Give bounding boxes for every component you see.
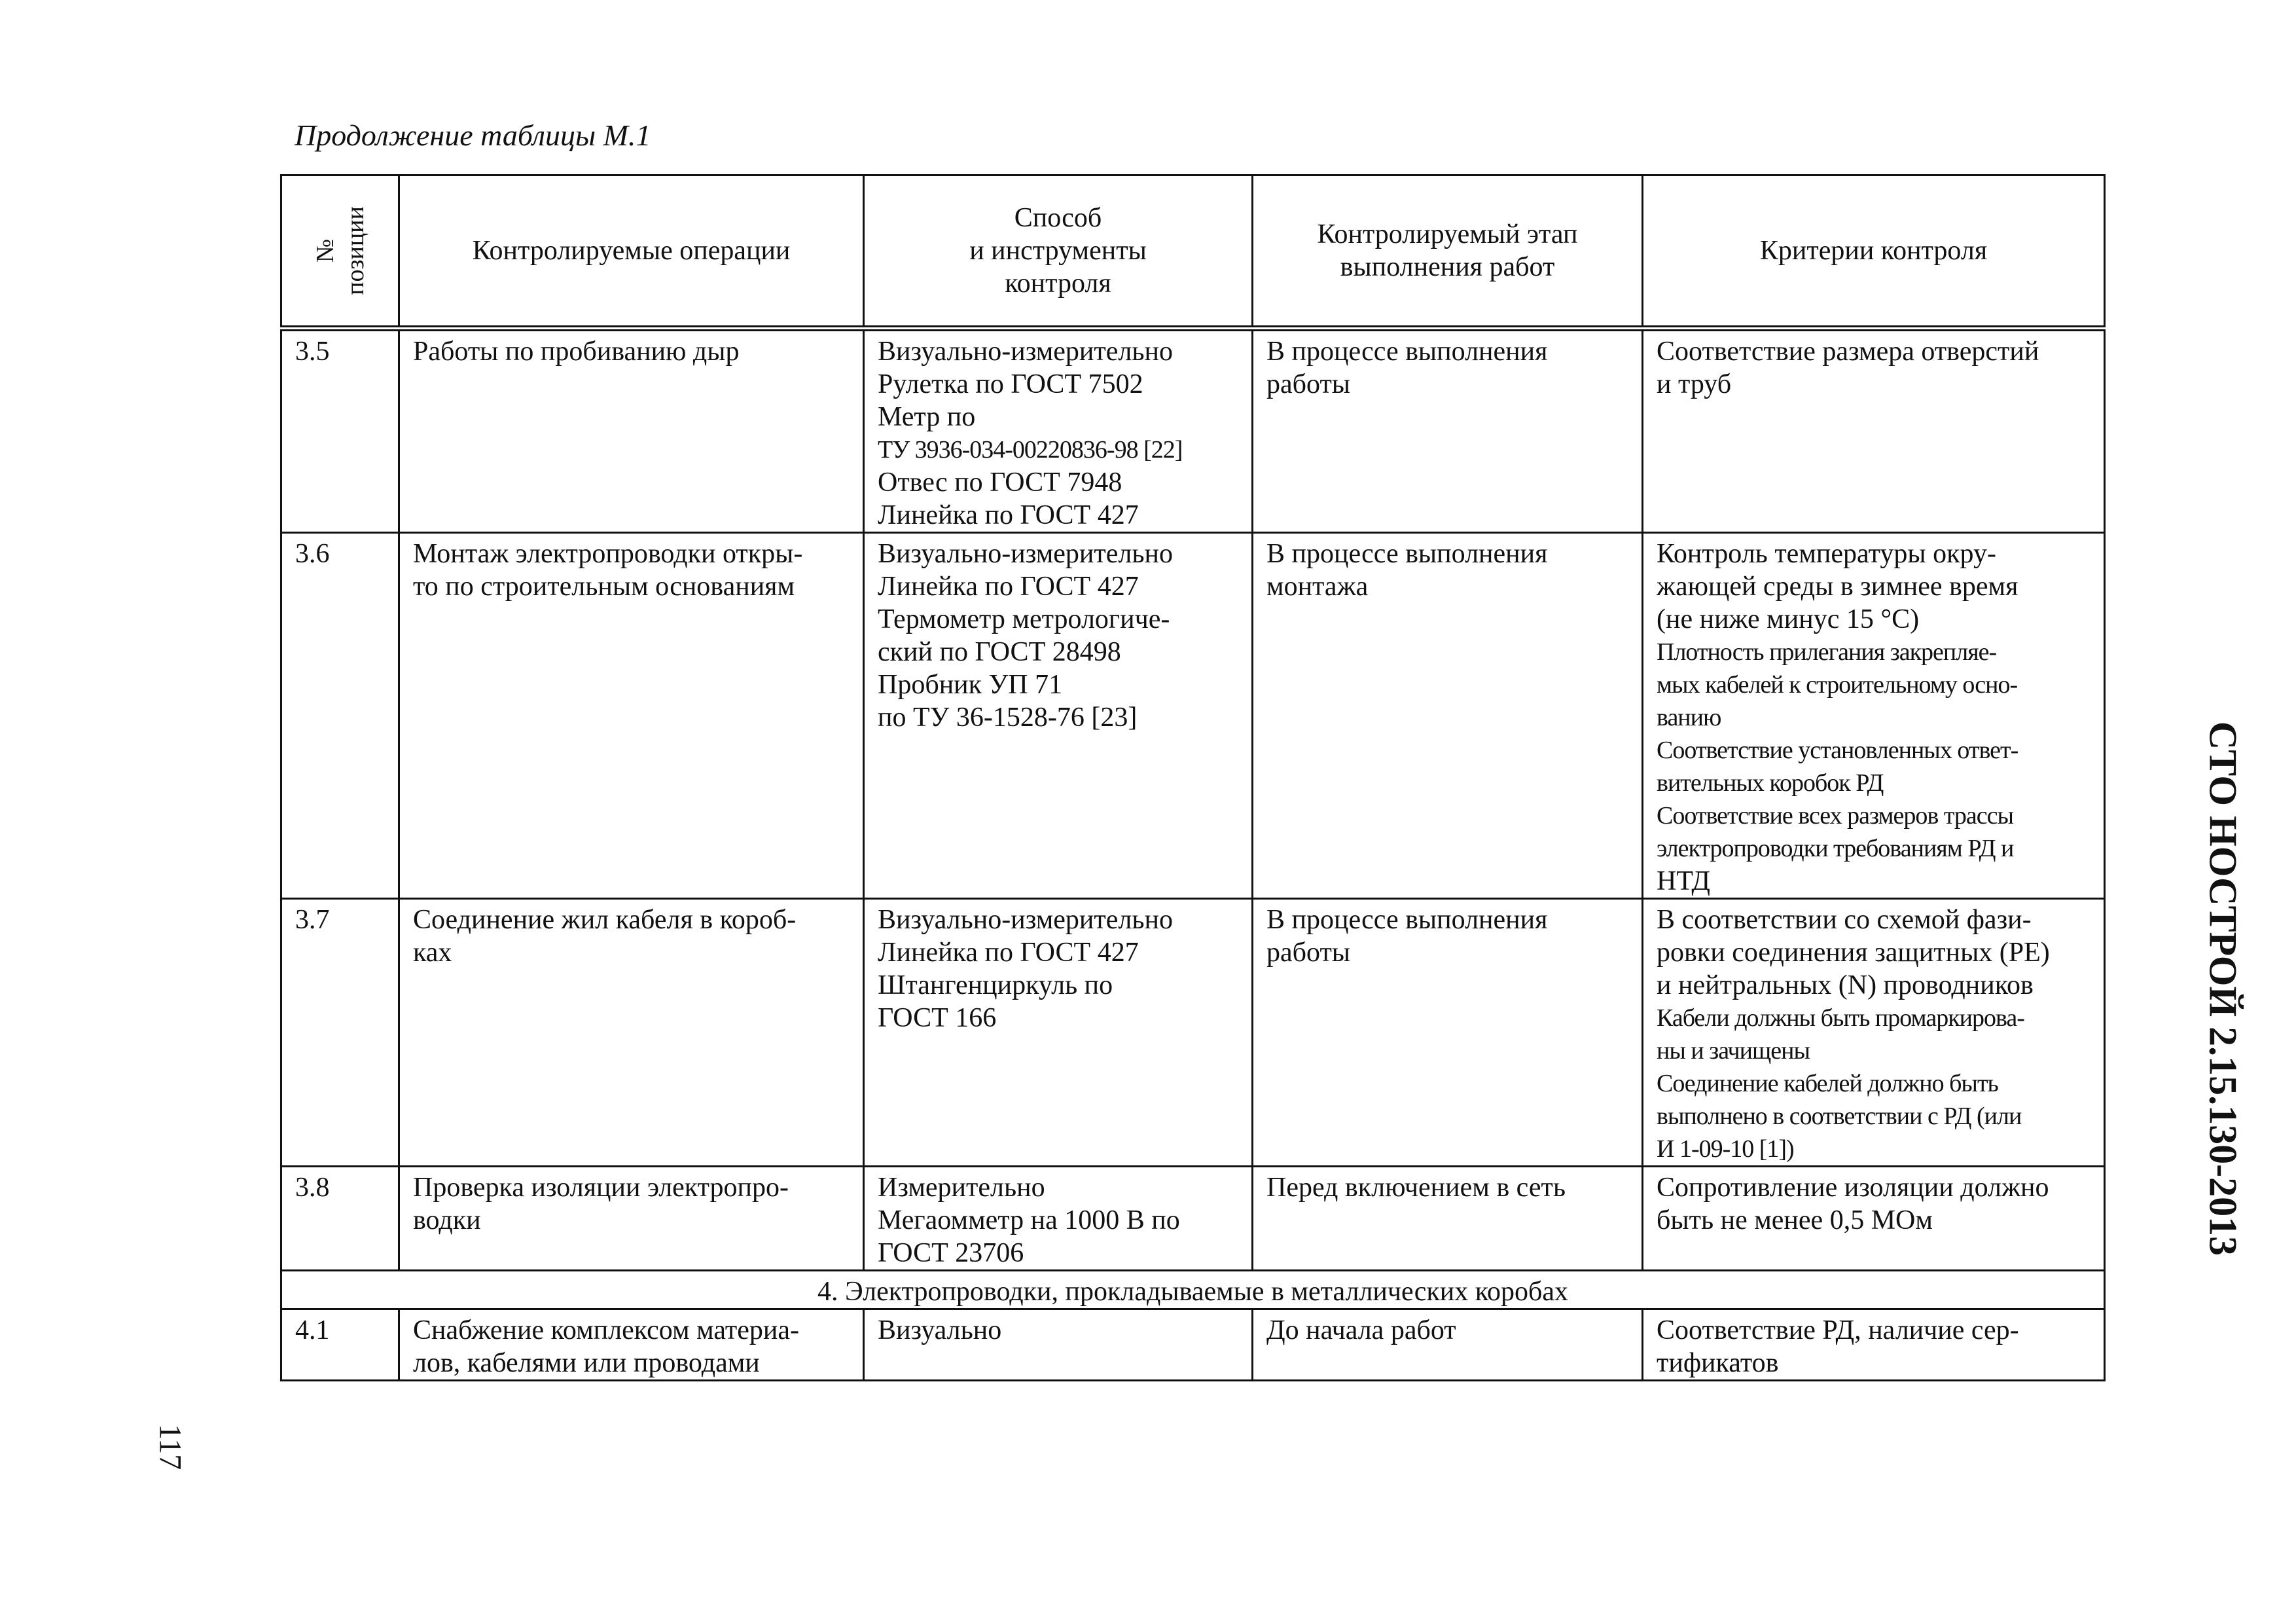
cell-criteria: [1643, 329, 2105, 533]
table-row: [281, 329, 2105, 533]
text-line: Соединение жил кабеля в короб-: [413, 905, 797, 935]
text-line: Соединение кабелей должно быть: [1657, 1070, 1998, 1097]
header-method: [864, 175, 1253, 329]
text-line: В процессе выполнения: [1266, 905, 1548, 935]
header-stage-line: Контролируемый этап: [1317, 219, 1578, 249]
page-number-text: 117: [152, 1423, 188, 1470]
text-line: ны и зачищены: [1657, 1037, 1810, 1065]
header-stage-line: выполнения работ: [1340, 252, 1555, 282]
text-line: Визуально-измерительно: [878, 539, 1173, 569]
section-title: 4. Электропроводки, прокладываемые в металлических коробах: [281, 1271, 2105, 1309]
text-line: Контроль температуры окру-: [1657, 539, 1996, 569]
text-line: Рулетка по ГОСТ 7502: [878, 369, 1143, 399]
text-line: электропроводки требованиям РД и: [1657, 835, 2014, 862]
text-line: В процессе выполнения: [1266, 539, 1548, 569]
header-operations: Контролируемые операции: [399, 175, 864, 329]
cell-stage: [1253, 1167, 1643, 1271]
cell-stage: [1253, 1309, 1643, 1381]
table-row: [281, 1309, 2105, 1381]
cell-position: 3.7: [281, 899, 399, 1167]
text-line: (не ниже минус 15 °С): [1657, 604, 1920, 634]
text-line: мых кабелей к строительному осно-: [1657, 671, 2018, 699]
text-line: Измерительно: [878, 1173, 1045, 1203]
text-line: ский по ГОСТ 28498: [878, 637, 1121, 667]
text-line: и труб: [1657, 369, 1732, 399]
cell-method: [864, 899, 1253, 1167]
section-row: [281, 1271, 2105, 1309]
text-line: Плотность прилегания закрепляе-: [1657, 638, 1997, 666]
text-line: то по строительным основаниям: [413, 572, 795, 602]
text-line: монтажа: [1266, 572, 1369, 602]
cell-stage: [1253, 899, 1643, 1167]
text-line: В процессе выполнения: [1266, 337, 1548, 367]
cell-criteria: [1643, 533, 2105, 899]
text-line: ванию: [1657, 704, 1721, 731]
header-method-line: и инструменты: [969, 236, 1147, 266]
text-line: ГОСТ 23706: [878, 1238, 1024, 1268]
text-line: Отвес по ГОСТ 7948: [878, 467, 1122, 498]
text-line: Визуально-измерительно: [878, 905, 1173, 935]
cell-operation: [399, 533, 864, 899]
cell-method: [864, 1167, 1253, 1271]
text-line: Визуально-измерительно: [878, 337, 1173, 367]
text-line: быть не менее 0,5 МОм: [1657, 1205, 1933, 1235]
text-line: Пробник УП 71: [878, 670, 1063, 700]
text-line: работы: [1266, 369, 1351, 399]
cell-position: 3.8: [281, 1167, 399, 1271]
text-line: и нейтральных (N) проводников: [1657, 970, 2034, 1000]
cell-position: 3.5: [281, 329, 399, 533]
text-line: лов, кабелями или проводами: [413, 1348, 760, 1378]
text-line: Соответствие всех размеров трассы: [1657, 802, 2014, 830]
cell-operation: [399, 1309, 864, 1381]
text-line: Перед включением в сеть: [1266, 1173, 1566, 1203]
control-table: [280, 174, 2106, 1381]
cell-operation: [399, 899, 864, 1167]
header-position-line: №: [311, 238, 339, 263]
cell-stage: [1253, 329, 1643, 533]
cell-position: 4.1: [281, 1309, 399, 1381]
text-line: Штангенциркуль по: [878, 970, 1113, 1000]
cell-method: [864, 533, 1253, 899]
table-row: [281, 533, 2105, 899]
text-line: по ТУ 36-1528-76 [23]: [878, 702, 1138, 733]
text-line: Линейка по ГОСТ 427: [878, 938, 1139, 968]
cell-method: [864, 329, 1253, 533]
text-line: Линейка по ГОСТ 427: [878, 500, 1139, 530]
text-line: Термометр метрологиче-: [878, 604, 1170, 634]
text-line: ровки соединения защитных (РЕ): [1657, 938, 2050, 968]
header-method-line: контроля: [1005, 268, 1111, 299]
header-position-line: позиции: [341, 206, 369, 295]
header-criteria: Критерии контроля: [1643, 175, 2105, 329]
text-line: ГОСТ 166: [878, 1003, 997, 1033]
text-line: работы: [1266, 938, 1351, 968]
table-caption: Продолжение таблицы М.1: [295, 119, 651, 152]
text-line: Соответствие установленных ответ-: [1657, 737, 2018, 764]
table-header-row: [281, 175, 2105, 329]
text-line: Работы по пробиванию дыр: [413, 337, 740, 367]
text-line: И 1-09-10 [1]): [1657, 1135, 1794, 1163]
text-line: Линейка по ГОСТ 427: [878, 572, 1139, 602]
cell-criteria: [1643, 899, 2105, 1167]
text-line: Визуально: [878, 1315, 1002, 1345]
text-line: Мегаомметр на 1000 В по: [878, 1205, 1180, 1235]
text-line: Сопротивление изоляции должно: [1657, 1173, 2049, 1203]
text-line: Метр по: [878, 402, 976, 432]
cell-criteria: [1643, 1309, 2105, 1381]
text-line: Соответствие размера отверстий: [1657, 337, 2039, 367]
text-line: выполнено в соответствии с РД (или: [1657, 1103, 2022, 1130]
cell-stage: [1253, 533, 1643, 899]
text-line: Проверка изоляции электропро-: [413, 1173, 789, 1203]
text-line: вительных коробок РД: [1657, 769, 1884, 797]
header-position: [281, 175, 399, 329]
text-line: Соответствие РД, наличие сер-: [1657, 1315, 2019, 1345]
text-line: Снабжение комплексом материа-: [413, 1315, 800, 1345]
table-row: [281, 1167, 2105, 1271]
cell-criteria: [1643, 1167, 2105, 1271]
document-code-text: СТО НОСТРОЙ 2.15.130-2013: [2201, 721, 2245, 1256]
text-line: Монтаж электропроводки откры-: [413, 539, 803, 569]
text-line: Кабели должны быть промаркирова-: [1657, 1004, 2024, 1032]
text-line: В соответствии со схемой фази-: [1657, 905, 2032, 935]
text-line: водки: [413, 1205, 481, 1235]
cell-method: [864, 1309, 1253, 1381]
cell-operation: [399, 1167, 864, 1271]
cell-position: 3.6: [281, 533, 399, 899]
table-row: [281, 899, 2105, 1167]
text-line: жающей среды в зимнее время: [1657, 572, 2018, 602]
header-method-line: Способ: [1014, 203, 1102, 233]
header-stage: [1253, 175, 1643, 329]
text-line: ках: [413, 938, 452, 968]
text-line: НТД: [1657, 866, 1710, 896]
text-line: тификатов: [1657, 1348, 1779, 1378]
text-line: ТУ 3936-034-00220836-98 [22]: [878, 436, 1183, 464]
cell-operation: [399, 329, 864, 533]
text-line: До начала работ: [1266, 1315, 1456, 1345]
